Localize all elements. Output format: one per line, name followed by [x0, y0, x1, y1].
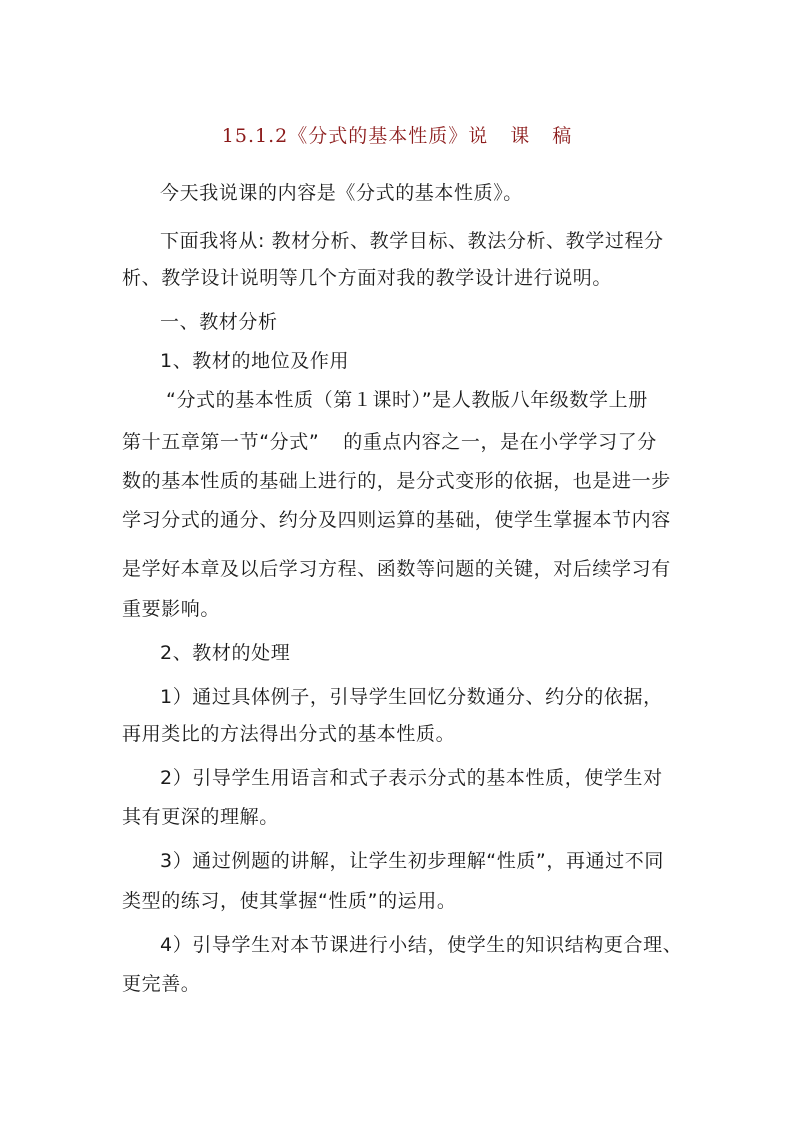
body-line-2-part-1: 第十五章第一节“分式”	[122, 431, 320, 453]
title-main: 15.1.2《分式的基本性质》说	[221, 125, 489, 147]
item-3-line-1: 3）通过例题的讲解，让学生初步理解“性质”，再通过不同	[160, 850, 664, 872]
item-2-line-1: 2）引导学生用语言和式子表示分式的基本性质，使学生对	[160, 767, 663, 789]
body-line-3: 数的基本性质的基础上进行的，是分式变形的依据，也是进一步	[122, 470, 671, 492]
body-line-2	[122, 430, 682, 454]
item-4-line-2: 更完善。	[122, 973, 201, 995]
paragraph-intro: 今天我说课的内容是《分式的基本性质》。	[160, 182, 523, 204]
section-heading-1: 一、教材分析	[160, 311, 278, 333]
title-word-3: 稿	[552, 125, 573, 147]
item-4-line-1: 4）引导学生对本节课进行小结，使学生的知识结构更合理、	[160, 934, 683, 956]
item-1-line-2: 再用类比的方法得出分式的基本性质。	[122, 723, 456, 745]
item-3-line-2: 类型的练习，使其掌握“性质”的运用。	[122, 890, 457, 912]
body-line-6: 重要影响。	[122, 598, 221, 620]
body-line-5: 是学好本章及以后学习方程、函数等问题的关键，对后续学习有	[122, 558, 671, 580]
item-2-line-2: 其有更深的理解。	[122, 806, 279, 828]
document-title	[0, 121, 794, 148]
body-line-4: 学习分式的通分、约分及四则运算的基础，使学生掌握本节内容	[122, 509, 671, 531]
paragraph-outline-line-1: 下面我将从: 教材分析、教学目标、教法分析、教学过程分	[160, 230, 664, 252]
subsection-heading-1: 1、教材的地位及作用	[160, 350, 350, 372]
title-word-2: 课	[510, 125, 531, 147]
paragraph-outline-line-2: 析、教学设计说明等几个方面对我的教学设计进行说明。	[122, 267, 613, 289]
body-line-2-part-2: 的重点内容之一，是在小学学习了分	[343, 431, 657, 453]
subsection-heading-2: 2、教材的处理	[160, 642, 291, 664]
body-line-1: “分式的基本性质（第１课时）”是人教版八年级数学上册	[166, 389, 648, 411]
item-1-line-1: 1）通过具体例子，引导学生回忆分数通分、约分的依据，	[160, 686, 663, 708]
